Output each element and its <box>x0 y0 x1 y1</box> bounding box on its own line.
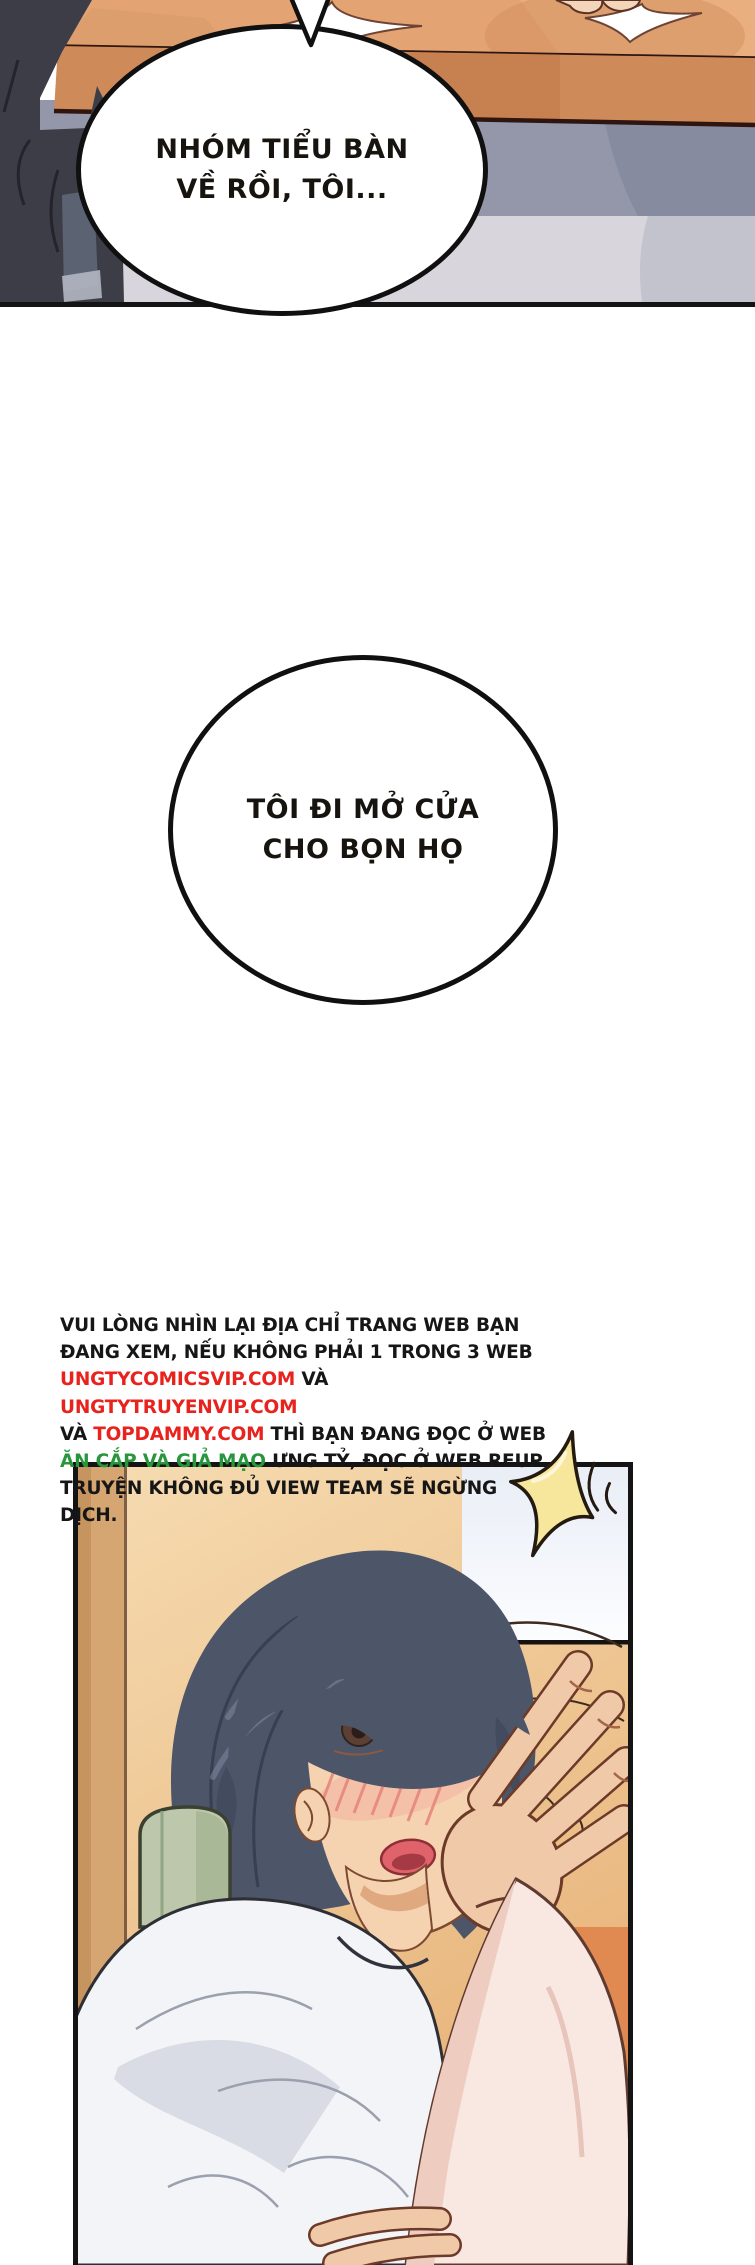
site-url: UNGTYTRUYENVIP.COM <box>60 1396 298 1418</box>
grabbing-hand <box>320 2218 450 2263</box>
site-url: TOPDAMMY.COM <box>93 1423 265 1445</box>
speech-line: NHÓM TIỂU BÀN <box>155 134 409 165</box>
speech-line: CHO BỌN HỌ <box>262 834 464 865</box>
warning-line-5: ĂN CẮP VÀ GIẢ MẠO ƯNG TỶ, ĐỌC Ở WEB REUP <box>60 1451 543 1473</box>
speech-bubble-2 <box>168 655 558 1005</box>
translator-warning <box>60 1312 560 1530</box>
speech-bubble-tail <box>278 0 342 50</box>
warning-line-6: TRUYỆN KHÔNG ĐỦ VIEW TEAM SẼ NGỪNG DỊCH. <box>60 1478 504 1527</box>
warning-highlight: ĂN CẮP VÀ GIẢ MẠO <box>60 1451 266 1473</box>
warning-line-2: ĐANG XEM, NẾU KHÔNG PHẢI 1 TRONG 3 WEB <box>60 1342 533 1364</box>
speech-line: VỀ RỒI, TÔI... <box>176 174 388 205</box>
warning-line-1: VUI LÒNG NHÌN LẠI ĐỊA CHỈ TRANG WEB BẠN <box>60 1315 520 1336</box>
warning-line-4: VÀ TOPDAMMY.COM THÌ BẠN ĐANG ĐỌC Ở WEB <box>60 1423 546 1445</box>
site-url: UNGTYCOMICSVIP.COM <box>60 1369 296 1391</box>
warning-line-3: UNGTYCOMICSVIP.COM VÀ UNGTYTRUYENVIP.COM <box>60 1369 335 1418</box>
speech-line: TÔI ĐI MỞ CỬA <box>246 794 480 825</box>
speech-bubble-1 <box>76 24 488 316</box>
